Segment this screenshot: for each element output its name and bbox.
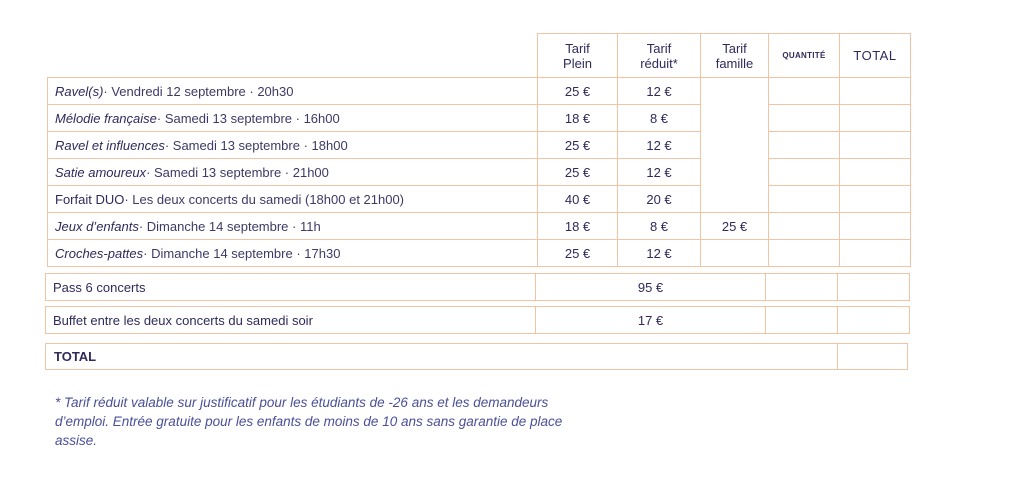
- header-tarif-reduit: [618, 40, 700, 72]
- price-reduit: 8 €: [649, 110, 669, 126]
- pass-price: 95 €: [637, 279, 664, 295]
- footnote: * Tarif réduit valable sur justificatif pour les étudiants de -26 ans et les demandeurs d’emploi. Entrée gratuite pour les enfants de moins de 10 ans sans garantie de place assise.: [55, 395, 563, 448]
- header-tarif-famille: [701, 40, 768, 72]
- header-total: TOTAL: [853, 48, 897, 63]
- header-tarif-plein-line1: Tarif: [565, 41, 590, 56]
- price-reduit: 12 €: [646, 245, 672, 261]
- concert-title: Mélodie française: [55, 111, 157, 126]
- concert-title: Satie amoureux: [55, 165, 147, 180]
- concert-detail: · Samedi 13 septembre · 21h00: [146, 165, 329, 180]
- header-tarif-reduit-line1: Tarif: [646, 41, 672, 56]
- total-cell[interactable]: [840, 240, 910, 266]
- price-plein: 25 €: [564, 164, 591, 180]
- total-cell[interactable]: [840, 213, 910, 239]
- price-plein: 25 €: [564, 83, 591, 99]
- concert-detail: · Samedi 13 septembre · 16h00: [156, 111, 340, 126]
- price-plein: 25 €: [564, 245, 591, 261]
- concert-detail: · Dimanche 14 septembre · 17h30: [143, 246, 341, 261]
- buffet-price: 17 €: [637, 312, 664, 328]
- header-tarif-plein: [538, 40, 617, 72]
- total-cell[interactable]: [840, 78, 910, 104]
- price-plein: 18 €: [564, 110, 591, 126]
- quantity-cell[interactable]: [769, 186, 839, 212]
- pass-quantity-cell[interactable]: [766, 274, 837, 300]
- grand-total-cell[interactable]: [838, 344, 907, 369]
- price-plein: 40 €: [564, 191, 591, 207]
- concert-title: Jeux d’enfants: [55, 219, 139, 234]
- grand-total-label: TOTAL: [54, 349, 97, 364]
- concert-title: Ravel et influences: [55, 138, 165, 153]
- header-tarif-plein-line2: Plein: [563, 56, 592, 71]
- price-plein: 18 €: [564, 218, 591, 234]
- total-cell[interactable]: [840, 159, 910, 185]
- quantity-cell[interactable]: [769, 78, 839, 104]
- quantity-cell[interactable]: [769, 213, 839, 239]
- total-cell[interactable]: [840, 132, 910, 158]
- header-tarif-famille-line1: Tarif: [722, 41, 747, 56]
- price-reduit: 12 €: [646, 137, 672, 153]
- quantity-cell[interactable]: [769, 132, 839, 158]
- price-plein: 25 €: [564, 137, 591, 153]
- price-reduit: 12 €: [646, 83, 672, 99]
- quantity-cell[interactable]: [769, 159, 839, 185]
- pass-total-cell[interactable]: [838, 274, 909, 300]
- buffet-quantity-cell[interactable]: [766, 307, 837, 333]
- pass-label: Pass 6 concerts: [53, 279, 146, 295]
- header-tarif-reduit-line2: réduit*: [640, 56, 678, 71]
- price-famille: 25 €: [721, 218, 748, 234]
- buffet-label: Buffet entre les deux concerts du samedi soir: [53, 312, 313, 328]
- concert-detail: · Les deux concerts du samedi (18h00 et 21h00): [124, 192, 405, 207]
- price-reduit: 8 €: [649, 218, 669, 234]
- concert-detail: · Samedi 13 septembre · 18h00: [164, 138, 348, 153]
- concert-title: Ravel(s): [55, 84, 104, 99]
- quantity-cell[interactable]: [769, 240, 839, 266]
- concert-detail: · Vendredi 12 septembre · 20h30: [103, 84, 294, 99]
- concert-title: Croches-pattes: [55, 246, 144, 261]
- total-cell[interactable]: [840, 105, 910, 131]
- quantity-cell[interactable]: [769, 105, 839, 131]
- header-tarif-famille-line2: famille: [715, 56, 754, 71]
- total-cell[interactable]: [840, 186, 910, 212]
- concert-title: Forfait DUO: [55, 192, 125, 207]
- buffet-total-cell[interactable]: [838, 307, 909, 333]
- header-quantite: QUANTITÉ: [782, 51, 826, 60]
- price-reduit: 12 €: [646, 164, 672, 180]
- concert-detail: · Dimanche 14 septembre · 11h: [138, 219, 321, 234]
- price-reduit: 20 €: [646, 191, 672, 207]
